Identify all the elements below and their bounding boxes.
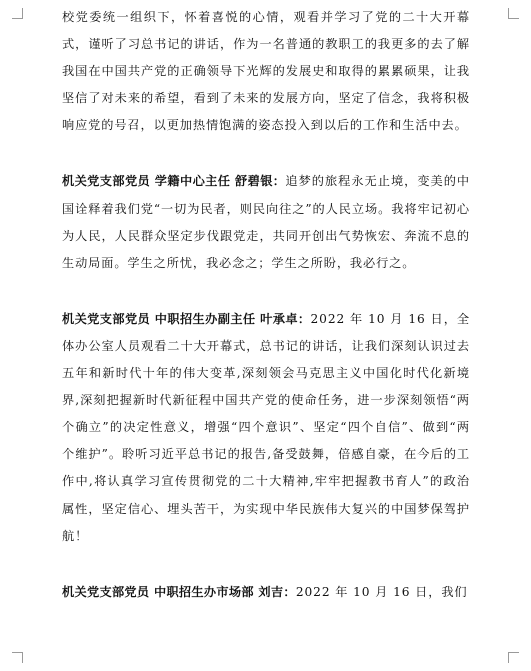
paragraph	[62, 168, 470, 276]
paragraph	[62, 4, 470, 139]
document-body	[62, 4, 470, 606]
paragraph-text: 追梦的旅程永无止境，变美的中国诠释着我们党“一切为民者，则民向往之”的人民立场。我将牢记初心为人民，人民群众坚定步伐跟党走，共同开创出气势恢宏、奔流不息的生动局面。学生之所忧，我必念之；学生之所盼，我必行之。	[62, 174, 470, 270]
paragraph	[62, 306, 470, 550]
paragraph-text: 2022 年 10 月 16 日，我们	[295, 584, 468, 599]
paragraph-text: 校党委统一组织下，怀着喜悦的心情，观看并学习了党的二十大开幕式，谨听了习总书记的讲话，作为一名普通的教职工的我更多的去了解我国在中国共产党的正确领导下光辉的发展史和取得的累累硕果，让我坚信了对未来的希望，看到了未来的发展方向，坚定了信念，我将积极响应党的号召，以更加热情饱满的姿态投入到以后的工作和生活中去。	[62, 10, 470, 133]
margin-corner-mark	[12, 8, 23, 19]
margin-corner-mark	[508, 8, 519, 19]
margin-corner-mark	[508, 652, 519, 663]
paragraph-text: 2022 年 10 月 16 日，全体办公室人员观看二十大开幕式，总书记的讲话，让我们深刻认识过去五年和新时代十年的伟大变革,深刻领会马克思主义中国化时代化新境界,深刻把握新时代新征程中国共产党的使命任务，进一步深刻领悟“两个确立”的决定性意义，增强“四个意识”、坚定“四个自信”、做到“两个维护”。聆听习近平总书记的报告,备受鼓舞，倍感自豪，在今后的工作中,将认真学习宣传贯彻党的二十大精神,牢牢把握教书育人”的政治属性，坚定信心、埋头苦干，为实现中华民族伟大复兴的中国梦保驾护航！	[62, 311, 470, 543]
speaker-label: 机关党支部党员 中职招生办副主任 叶承卓：	[62, 311, 311, 326]
speaker-label: 机关党支部党员 学籍中心主任 舒碧银：	[62, 174, 286, 189]
speaker-label: 机关党支部党员 中职招生办市场部 刘吉：	[62, 584, 296, 599]
paragraph	[62, 579, 470, 606]
margin-corner-mark	[12, 652, 23, 663]
